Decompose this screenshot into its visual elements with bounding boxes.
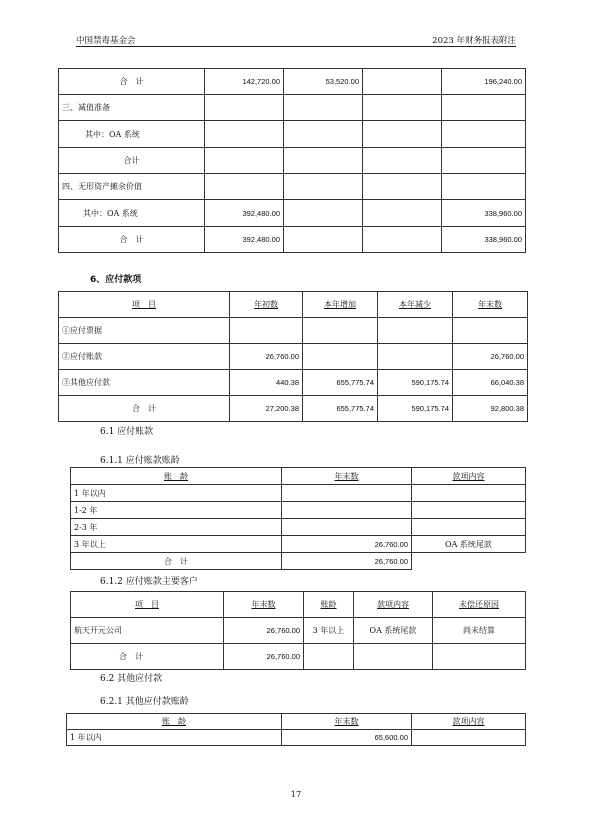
table-header-row: 项 目 年末数 账龄 款项内容 未偿还原因 <box>71 592 526 618</box>
table-header-row: 账 龄 年末数 款项内容 <box>67 714 526 730</box>
row-label: ②应付账款 <box>59 344 230 370</box>
row-label: ③其他应付款 <box>59 370 230 396</box>
row-label: 合计 <box>59 148 205 174</box>
row-label: 其中：OA 系统 <box>59 121 205 148</box>
table-row <box>59 148 526 174</box>
header-doc-title: 2023 年财务报表附注 <box>432 36 516 46</box>
table-row: 合 计 142,720.00 53,520.00 196,240.00 <box>59 69 526 95</box>
table-row: 航天开元公司 26,760.00 3 年以上 OA 系统尾款 尚未结算 <box>71 618 526 644</box>
table-row: ②应付账款 26,760.00 26,760.00 <box>59 344 528 370</box>
section-title-ap-aging: 6.1.1 应付账款账龄 <box>100 456 180 466</box>
other-payables-aging-table <box>66 713 526 746</box>
table-row: 1 年以内 <box>71 485 526 502</box>
payables-summary-table <box>58 291 528 422</box>
table-row: 其中：OA 系统 392,480.00 338,960.00 <box>59 200 526 227</box>
ap-aging-table <box>70 467 526 570</box>
table-row: 合 计 26,760.00 <box>71 644 526 670</box>
section-title-other-payables-aging: 6.2.1 其他应付款账龄 <box>100 697 189 707</box>
table-row <box>59 121 526 148</box>
section-title-other-payables: 6.2 其他应付款 <box>100 674 163 684</box>
section-title-ap-main-customers: 6.1.2 应付账款主要客户 <box>100 577 198 587</box>
page-number: 17 <box>290 790 302 800</box>
section-title-accounts-payable: 6.1 应付账款 <box>100 427 154 437</box>
table-row: 合 计 26,760.00 <box>71 553 526 570</box>
row-label: ①应付票据 <box>59 318 230 344</box>
row-label: 合 计 <box>59 69 205 95</box>
table-header-row: 账 龄 年末数 款项内容 <box>71 468 526 485</box>
ap-main-customers-table <box>70 591 526 670</box>
header-rule <box>76 46 516 47</box>
row-label: 其中：OA 系统 <box>59 200 205 227</box>
table-row: 1 年以内 65,600.00 <box>67 730 526 746</box>
table-row: 合 计 392,480.00 338,960.00 <box>59 227 526 253</box>
row-label: 四、无形资产摊余价值 <box>59 174 205 200</box>
row-label: 合 计 <box>59 396 230 422</box>
table-header-row: 项 目 年初数 本年增加 本年减少 年末数 <box>59 292 528 318</box>
table-row: 3 年以上 26,760.00 OA 系统尾款 <box>71 536 526 553</box>
table-row <box>59 174 526 200</box>
table-row: ③其他应付款 440.38 655,775.74 590,175.74 66,040.38 <box>59 370 528 396</box>
row-label: 合 计 <box>59 227 205 253</box>
table-row <box>59 318 528 344</box>
table-row: 2-3 年 <box>71 519 526 536</box>
header-org: 中国禁毒基金会 <box>76 36 136 46</box>
table-row <box>59 95 526 121</box>
table-row: 1-2 年 <box>71 502 526 519</box>
section-title-payables: 6、应付款项 <box>90 275 142 285</box>
row-label: 三、减值准备 <box>59 95 205 121</box>
intangible-assets-table <box>58 68 526 253</box>
table-row: 合 计 27,200.38 655,775.74 590,175.74 92,800.38 <box>59 396 528 422</box>
